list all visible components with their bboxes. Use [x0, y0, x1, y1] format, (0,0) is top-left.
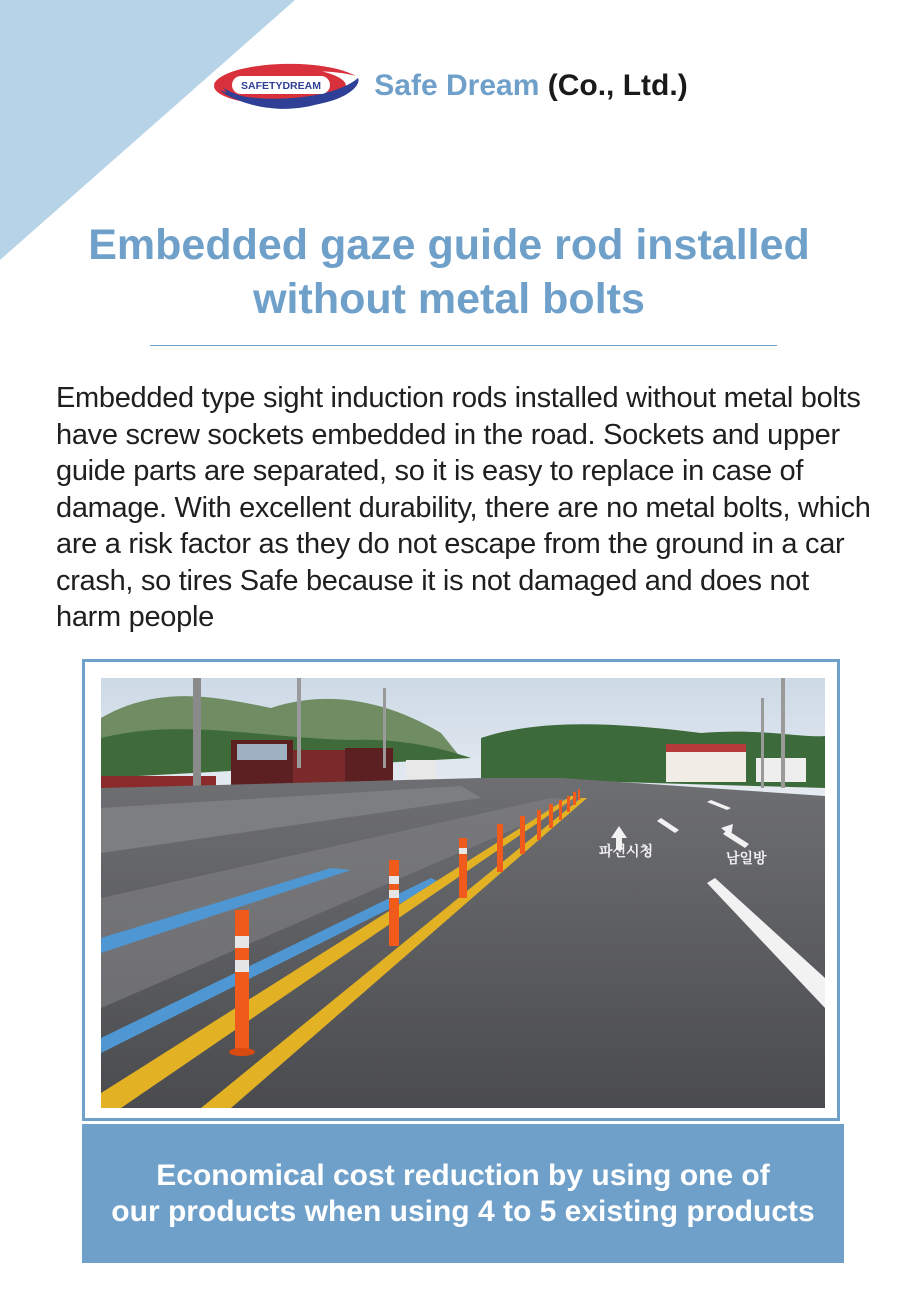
header	[0, 58, 898, 114]
highlight-banner	[82, 1124, 844, 1263]
title-divider	[150, 345, 777, 346]
road-text-right: 남일방	[726, 851, 767, 867]
photo-frame	[82, 659, 840, 1121]
page-title	[20, 218, 878, 326]
description-paragraph: Embedded type sight induction rods installed without metal bolts have screw sockets embedded in the road. Sockets and upper guide parts are separated, so it is easy to replace in case of damage. With excellent durability, there are no metal bolts, which are a risk factor as they do not escape from the ground in a car crash, so tires Safe because it is not damaged and does not harm people	[56, 382, 871, 633]
company-name-suffix: (Co., Ltd.)	[547, 69, 688, 102]
company-name	[374, 69, 687, 103]
title-line-1: Embedded gaze guide rod installed	[88, 221, 810, 269]
road-photo	[101, 678, 825, 1108]
title-line-2: without metal bolts	[253, 275, 645, 323]
banner-line-2: our products when using 4 to 5 existing products	[111, 1194, 815, 1228]
banner-line-1: Economical cost reduction by using one of	[156, 1158, 770, 1192]
road-text-center: 파선시청	[599, 844, 654, 860]
company-name-main: Safe Dream	[374, 69, 540, 102]
logo-text: SAFETYDREAM	[241, 80, 322, 92]
company-logo	[210, 58, 360, 114]
banner-text	[111, 1158, 814, 1230]
